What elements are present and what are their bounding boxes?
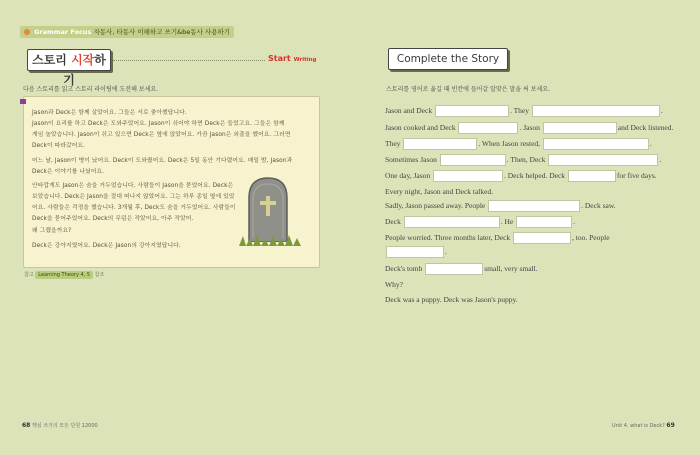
exercise-text: Every night, Jason and Deck talked. bbox=[385, 187, 494, 196]
story-line: Jason과 Deck은 함께 살았어요. 그들은 서로 좋아했답니다. bbox=[32, 110, 187, 116]
exercise-text: They bbox=[385, 139, 401, 148]
answer-blank[interactable] bbox=[568, 170, 616, 182]
answer-blank[interactable] bbox=[435, 105, 509, 117]
exercise-line bbox=[385, 294, 518, 305]
exercise-text: . Then, Deck bbox=[506, 155, 546, 164]
exercise-text: . bbox=[445, 247, 447, 256]
answer-blank[interactable] bbox=[403, 138, 477, 150]
exercise-text: Jason and Deck bbox=[385, 106, 433, 115]
exercise-line bbox=[385, 279, 403, 290]
grass-icon bbox=[239, 234, 301, 246]
grammar-focus-text: 자동사, 타동사 이해하고 쓰기&be동사 사용하기 bbox=[93, 28, 231, 36]
exercise-text: Why? bbox=[385, 280, 403, 289]
answer-blank[interactable] bbox=[516, 216, 572, 228]
right-instruction: 스토리를 영어로 옮길 때 빈칸에 들어갈 알맞은 말을 써 보세요. bbox=[386, 86, 550, 93]
exercise-text: . bbox=[573, 217, 575, 226]
exercise-text: One day, Jason bbox=[385, 171, 431, 180]
story-line: Deck이 따라갔어요. bbox=[32, 143, 86, 149]
story-line: 안타깝게도 Jason은 숨을 거두었습니다. 사람들이 Jason을 묻었어요. Deck은 bbox=[32, 183, 234, 189]
exercise-text: . When Jason rested, bbox=[478, 139, 541, 148]
exercise-text: Deck bbox=[385, 217, 401, 226]
exercise-text: , too. People bbox=[572, 233, 610, 242]
exercise-line bbox=[385, 232, 610, 243]
exercise-line bbox=[385, 200, 616, 211]
exercise-text: . bbox=[649, 139, 652, 148]
exercise-text: . Jason bbox=[519, 123, 540, 132]
right-page-number: Unit 4. what is Deck? 69 bbox=[612, 422, 675, 429]
exercise-line bbox=[385, 170, 657, 181]
answer-blank[interactable] bbox=[488, 200, 580, 212]
left-instruction: 다음 스토리를 읽고 스토리 라이팅에 도전해 보세요. bbox=[23, 86, 159, 93]
exercise-text: Deck was a puppy. Deck was Jason's puppy. bbox=[385, 295, 518, 304]
answer-blank[interactable] bbox=[386, 246, 444, 258]
answer-blank[interactable] bbox=[433, 170, 503, 182]
exercise-text: Jason cooked and Deck bbox=[385, 123, 456, 132]
exercise-text: . They bbox=[509, 106, 529, 115]
learning-theory-note: 참고 Learning Theory 4, 5 참조 bbox=[24, 272, 105, 278]
story-line: 어요. 사람들은 걱정을 했습니다. 3개월 후, Deck도 숨을 거두었어요. 사람들이 bbox=[32, 205, 236, 211]
exercise-text: . He bbox=[500, 217, 514, 226]
story-line: 어느 날, Jason이 병이 났어요. Deck이 도와줬어요. Deck은 5일 동안 기다렸어요. 매일 밤, Jason과 bbox=[32, 158, 293, 164]
exercise-text: for five days. bbox=[616, 171, 657, 180]
tombstone-icon bbox=[243, 176, 293, 242]
exercise-line bbox=[385, 154, 661, 165]
exercise-text: People worried. Three months later, Deck bbox=[385, 233, 511, 242]
answer-blank[interactable] bbox=[543, 122, 617, 134]
answer-blank[interactable] bbox=[548, 154, 658, 166]
exercise-text: . Deck saw. bbox=[581, 201, 616, 210]
answer-blank[interactable] bbox=[425, 263, 483, 275]
story-line: 보았습니다. Deck은 Jason을 절대 떠나지 않았어요. 그는 하루 종일 옆에 있었 bbox=[32, 194, 235, 200]
bullet-icon bbox=[24, 29, 30, 35]
exercise-text: . Deck helped. Deck bbox=[504, 171, 566, 180]
answer-blank[interactable] bbox=[404, 216, 500, 228]
exercise-text: Sometimes Jason bbox=[385, 155, 437, 164]
exercise-line bbox=[385, 105, 663, 116]
complete-story-title: Complete the Story bbox=[388, 48, 508, 70]
exercise-text: and Deck listened. bbox=[617, 123, 674, 132]
exercise-text: . bbox=[660, 106, 663, 115]
answer-blank[interactable] bbox=[543, 138, 649, 150]
story-line: Deck은 이야기를 나눴어요. bbox=[32, 169, 105, 175]
exercise-line bbox=[385, 216, 575, 227]
exercise-line bbox=[385, 186, 493, 197]
learning-theory-chip: Learning Theory 4, 5 bbox=[35, 271, 93, 279]
answer-blank[interactable] bbox=[513, 232, 571, 244]
left-page-number: 68 핵심 쓰기의 모든 단원 12000 bbox=[22, 422, 98, 429]
exercise-text: small, very small. bbox=[484, 264, 538, 273]
start-writing-label: Start Writing bbox=[268, 54, 317, 63]
exercise-line bbox=[385, 246, 447, 257]
exercise-line bbox=[385, 122, 673, 133]
answer-blank[interactable] bbox=[440, 154, 506, 166]
exercise-line bbox=[385, 138, 652, 149]
story-line: Deck을 묻어주었어요. Deck의 무덤은 작았어요, 아주 작았어. bbox=[32, 216, 194, 222]
story-line: Jason이 요리를 하고 Deck은 도와주었어요. Jason이 쉬어야 하면 Deck은 들었고요. 그들은 함께 bbox=[32, 121, 285, 127]
story-line: 왜 그랬을까요? bbox=[32, 228, 72, 234]
grammar-focus-bar bbox=[20, 26, 234, 38]
story-start-title: 스토리 시작하기 bbox=[27, 49, 111, 71]
exercise-text: Sadly, Jason passed away. People bbox=[385, 201, 486, 210]
story-line: Deck은 강아지였어요. Deck은 Jason의 강아지였답니다. bbox=[32, 243, 181, 249]
dotted-divider bbox=[113, 60, 265, 61]
answer-blank[interactable] bbox=[532, 105, 660, 117]
exercise-text: Deck's tomb bbox=[385, 264, 423, 273]
story-line: 게임 놀았습니다. Jason이 쉬고 있으면 Deck은 옆에 앉았어요. 가끔 Jason은 외출을 했어요. 그러면 bbox=[32, 132, 291, 138]
exercise-line bbox=[385, 263, 538, 274]
grammar-focus-label: Grammar Focus bbox=[34, 28, 92, 36]
answer-blank[interactable] bbox=[458, 122, 518, 134]
exercise-text: . bbox=[659, 155, 662, 164]
flag-icon bbox=[20, 99, 26, 104]
